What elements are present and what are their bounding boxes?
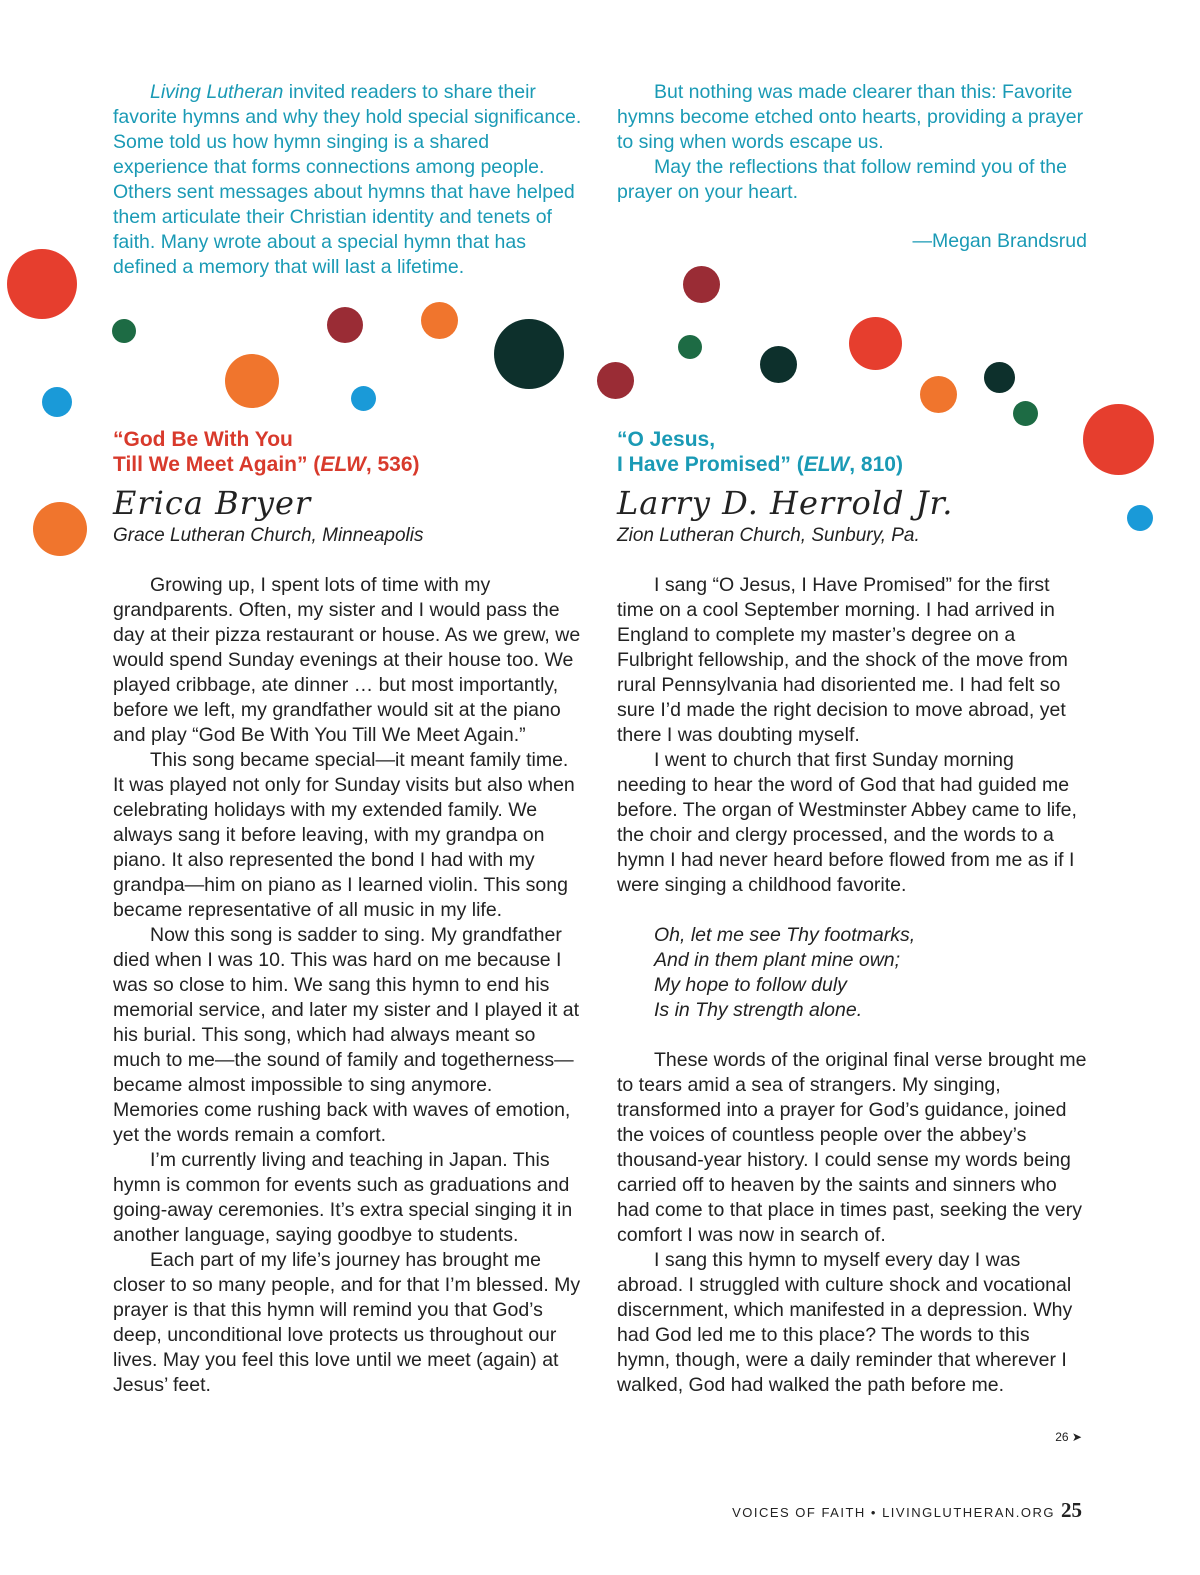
maroon-dot xyxy=(597,362,634,399)
red-dot xyxy=(7,249,77,319)
story-body xyxy=(617,573,1087,1398)
orange-dot xyxy=(33,502,87,556)
title-line: I Have Promised” ( xyxy=(617,453,804,476)
verse-line: My hope to follow duly xyxy=(654,974,847,996)
orange-dot xyxy=(225,354,279,408)
body-paragraph: Now this song is sadder to sing. My grandfather died when I was 10. This was hard on me because I was so close to him. We sang this hymn to end his memorial service, and later my sister and I played it at his burial. This song, which had always meant so much to me—the sound of family and togetherness—became almost impossible to sing anymore. Memories come rushing back with waves of emotion, yet the words remain a comfort. xyxy=(113,924,580,1146)
author-signature: Larry D. Herrold Jr. xyxy=(617,484,954,522)
red-dot xyxy=(849,317,902,370)
body-paragraph: Each part of my life’s journey has brought me closer to so many people, and for that I’m blessed. My prayer is that this hymn will remind you that God’s deep, unconditional love protects us throughout our lives. May you feel this love until we meet (again) at Jesus’ feet. xyxy=(113,1249,581,1396)
intro-text: invited readers to share their favorite hymns and why they hold special significance. Some told us how hymn singing is a shared experience that forms connections among people. Others sent messages about hymns that have helped them articulate their Christian identity and tenets of faith. Many wrote about a special hymn that has defined a memory that will last a lifetime. xyxy=(113,81,582,278)
title-line: “God Be With You xyxy=(113,428,293,451)
maroon-dot xyxy=(683,266,720,303)
verse-line: Is in Thy strength alone. xyxy=(654,999,863,1021)
dark-dot xyxy=(984,362,1015,393)
orange-dot xyxy=(421,302,458,339)
green-dot xyxy=(678,335,702,359)
footer-text: VOICES OF FAITH • LIVINGLUTHERAN.ORG xyxy=(732,1505,1055,1520)
maroon-dot xyxy=(327,307,363,343)
hymn-verse xyxy=(654,923,1087,1023)
hymn-title xyxy=(113,427,583,477)
right-story xyxy=(617,427,1087,1398)
page-footer xyxy=(732,1498,1082,1523)
body-paragraph: I sang “O Jesus, I Have Promised” for the first time on a cool September morning. I had arrived in England to complete my master’s degree on a Fulbright fellowship, and the shock of the move from rural Pennsylvania had disoriented me. I had felt so sure I’d made the right decision to move abroad, yet there I was doubting myself. xyxy=(617,574,1068,746)
blue-dot xyxy=(42,387,72,417)
intro-paragraph xyxy=(113,80,583,280)
title-line: “O Jesus, xyxy=(617,428,716,451)
body-paragraph: I went to church that first Sunday morning needing to hear the word of God that had guided me before. The organ of Westminster Abbey came to life, the choir and clergy processed, and the words to a hymn I had never heard before flowed from me as if I were singing a childhood favorite. xyxy=(617,749,1077,896)
author-signature: Erica Bryer xyxy=(113,484,312,522)
blue-dot xyxy=(351,386,376,411)
verse-line: Oh, let me see Thy footmarks, xyxy=(654,924,916,946)
body-paragraph: These words of the original final verse brought me to tears amid a sea of strangers. My singing, transformed into a prayer for God’s guidance, joined the voices of countless people over the abbey’s thousand-year history. I could sense my words being carried off to heaven by the saints and sinners who had come to that place in times past, seeking the very comfort I was now in search of. xyxy=(617,1049,1087,1246)
hymn-title xyxy=(617,427,1087,477)
body-paragraph: This song became special—it meant family time. It was played not only for Sunday visits but also when celebrating holidays with my extended family. We always sang it before leaving, with my grandpa on piano. It also represented the bond I had with my grandpa—him on piano as I learned violin. This song became representative of all music in my life. xyxy=(113,749,575,921)
title-line: Till We Meet Again” ( xyxy=(113,453,321,476)
continued-marker: 26 ➤ xyxy=(1055,1430,1082,1444)
hymn-number: , 536) xyxy=(365,453,420,476)
church-name: Zion Lutheran Church, Sunbury, Pa. xyxy=(617,525,920,546)
verse-line: And in them plant mine own; xyxy=(654,949,901,971)
intro-signoff: —Megan Brandsrud xyxy=(912,230,1087,252)
green-dot xyxy=(1013,401,1038,426)
body-paragraph: Growing up, I spent lots of time with my grandparents. Often, my sister and I would pass the day at their pizza restaurant or house. As we grew, we would spend Sunday evenings at their house too. We played cribbage, ate dinner … but most importantly, before we left, my grandfather would sit at the piano and play “God Be With You Till We Meet Again.” xyxy=(113,574,581,746)
green-dot xyxy=(112,319,136,343)
hymn-number: , 810) xyxy=(849,453,903,476)
red-dot xyxy=(1083,404,1154,475)
page-number: 25 xyxy=(1061,1498,1082,1522)
dark-dot xyxy=(494,319,564,389)
hymnal-abbrev: ELW xyxy=(320,453,366,476)
hymnal-abbrev: ELW xyxy=(803,453,850,476)
body-paragraph: I sang this hymn to myself every day I was abroad. I struggled with culture shock and vocational discernment, which manifested in a depression. Why had God led me to this place? The words to this hymn, though, were a daily reminder that wherever I walked, God had walked the path before me. xyxy=(617,1249,1073,1396)
intro-left xyxy=(113,80,583,280)
magazine-name: Living Lutheran xyxy=(150,81,284,103)
intro-right xyxy=(617,80,1087,253)
dark-dot xyxy=(760,346,797,383)
intro-paragraph: But nothing was made clearer than this: Favorite hymns become etched onto hearts, providing a prayer to sing when words escape us. xyxy=(617,81,1084,153)
intro-paragraph: May the reflections that follow remind you of the prayer on your heart. xyxy=(617,156,1067,203)
left-story xyxy=(113,427,583,1398)
orange-dot xyxy=(920,376,957,413)
story-body xyxy=(113,573,583,1398)
church-name: Grace Lutheran Church, Minneapolis xyxy=(113,525,424,546)
body-paragraph: I’m currently living and teaching in Japan. This hymn is common for events such as graduations and going-away ceremonies. It’s extra special singing it in another language, saying goodbye to students. xyxy=(113,1149,573,1246)
blue-dot xyxy=(1127,505,1153,531)
